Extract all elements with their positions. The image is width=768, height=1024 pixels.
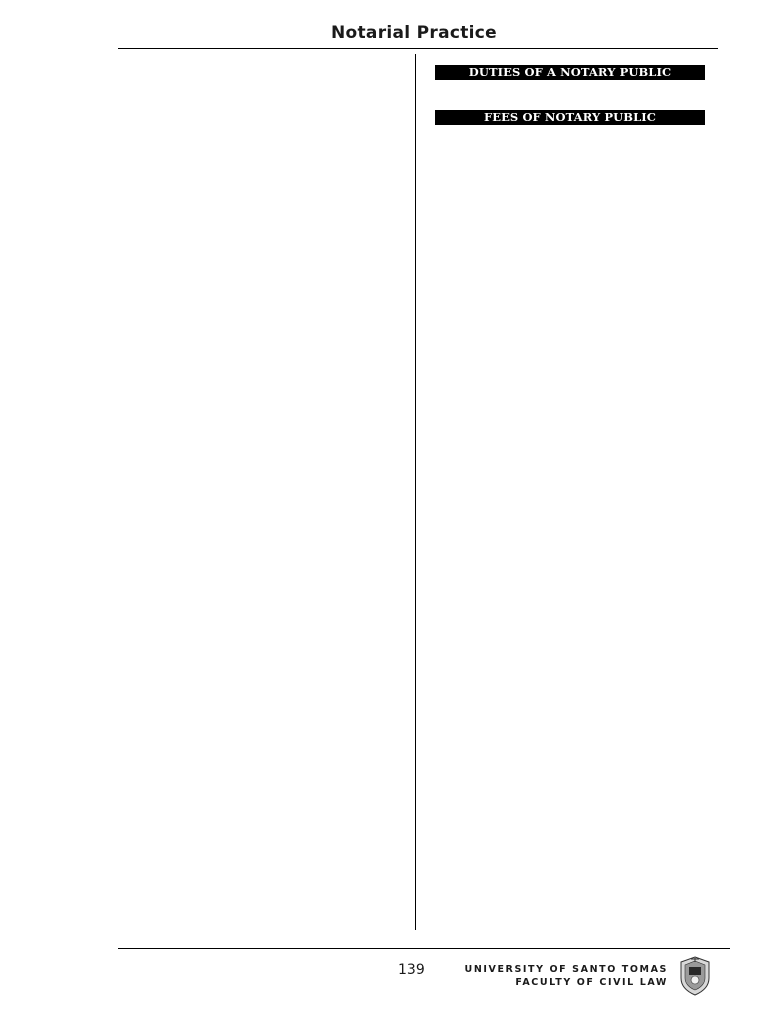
- duties-section-header: DUTIES OF A NOTARY PUBLIC: [435, 65, 705, 80]
- fees-section-header: FEES OF NOTARY PUBLIC: [435, 110, 705, 125]
- footer-rule: [118, 948, 730, 949]
- footer-institution: [465, 963, 669, 989]
- university-seal-icon: [679, 956, 711, 996]
- column-divider: [415, 54, 416, 930]
- page-number: 139: [398, 962, 425, 978]
- title-rule: [118, 48, 718, 49]
- page-title: Notarial Practice: [331, 23, 497, 43]
- footer-faculty: FACULTY OF CIVIL LAW: [515, 977, 668, 988]
- footer-university: UNIVERSITY OF SANTO TOMAS: [464, 964, 668, 975]
- right-column: [435, 65, 705, 155]
